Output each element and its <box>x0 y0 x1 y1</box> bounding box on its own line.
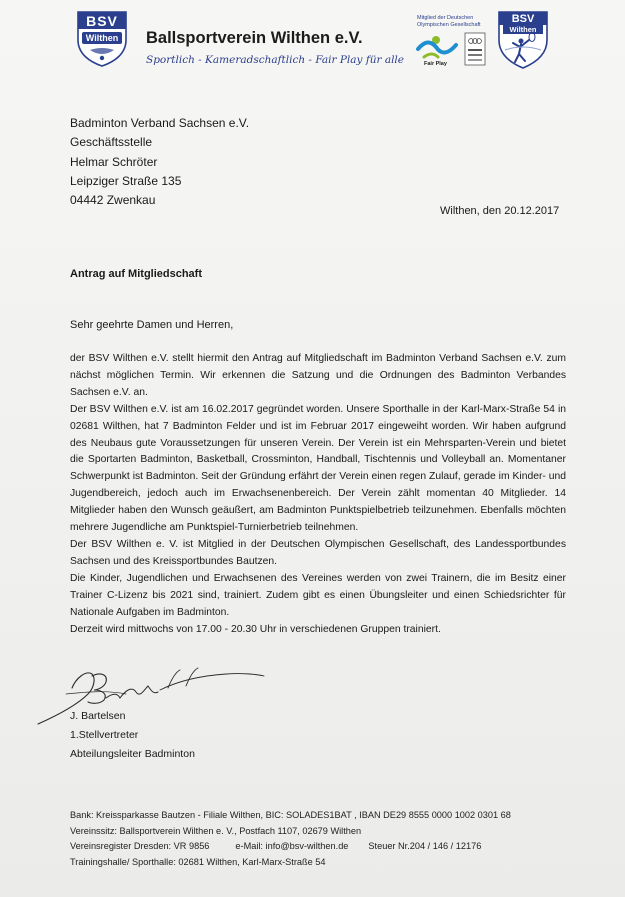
club-logo-left <box>76 10 128 68</box>
letter-subject: Antrag auf Mitgliedschaft <box>70 268 203 280</box>
recipient-line: Geschäftsstelle <box>70 135 153 150</box>
dosb-membership-mark <box>414 15 492 73</box>
recipient-address <box>70 114 249 210</box>
letter-date: Wilthen, den 20.12.2017 <box>440 205 560 217</box>
dosb-membership-text: Mitglied der Deutschen Olympischen Gesellschaft <box>417 15 481 28</box>
footer-seat: Vereinssitz: Ballsportverein Wilthen e. V., Postfach 1107, 02679 Wilthen <box>70 825 362 836</box>
salutation: Sehr geehrte Damen und Herren, <box>70 319 234 331</box>
signer-role: 1.Stellvertreter <box>70 729 139 741</box>
footer-register: Vereinsregister Dresden: VR 9856 <box>70 841 210 852</box>
logo-left-bsv: BSV <box>86 13 118 29</box>
club-logo-right <box>497 10 549 70</box>
letter-footer <box>70 808 511 870</box>
recipient-line: 04442 Zwenkau <box>70 193 156 208</box>
footer-tax: Steuer Nr.204 / 146 / 12176 <box>368 841 482 852</box>
logo-right-wilthen: Wilthen <box>509 25 537 34</box>
recipient-line: Helmar Schröter <box>70 154 158 169</box>
logo-right-bsv: BSV <box>511 13 535 25</box>
footer-bank: Bank: Kreissparkasse Bautzen - Filiale Wilthen, BIC: SOLADES1BAT , IBAN DE29 8555 0000 1002 0301 68 <box>70 810 511 820</box>
olympic-seal-icon <box>464 32 486 66</box>
footer-email: e-Mail: info@bsv-wilthen.de <box>235 841 349 852</box>
footer-register-row <box>70 839 511 855</box>
body-paragraph: Derzeit wird mittwochs von 17.00 - 20.30 Uhr in verschiedenen Gruppen trainiert. <box>70 623 441 635</box>
recipient-line: Leipziger Straße 135 <box>70 173 182 188</box>
letter-body <box>70 351 566 638</box>
signature-block <box>70 707 195 764</box>
footer-hall: Trainingshalle/ Sporthalle: 02681 Wilthen, Karl-Marx-Straße 54 <box>70 856 326 867</box>
signer-department: Abteilungsleiter Badminton <box>70 748 195 760</box>
body-paragraph: Die Kinder, Jugendlichen und Erwachsenen des Vereines werden von zwei Trainern, die im Besitz einer Trainer C-Lizenz bis 2021 sind, trainiert. Zudem gibt es einen Übungsleiter und einen Schiedsrichter für Nationale Aufgaben im Badminton. <box>70 572 566 618</box>
fair-play-label: Fair Play <box>424 61 447 67</box>
recipient-line: Badminton Verband Sachsen e.V. <box>70 116 250 130</box>
body-paragraph: Der BSV Wilthen e. V. ist Mitglied in der Deutschen Olympischen Gesellschaft, des Landessportbundes Sachsen und des Kreissportbundes Bautzen. <box>70 538 566 567</box>
club-motto: Sportlich - Kameradschaftlich - Fair Play für alle <box>146 54 405 66</box>
body-paragraph: Der BSV Wilthen e.V. ist am 16.02.2017 gegründet worden. Unsere Sporthalle in der Karl-Marx-Straße 54 in 02681 Wilthen, hat 7 Badminton Felder und ist im Februar 2017 eingeweiht worden. Wir haben aufgrund des Neubaus gute Voraussetzungen für unseren Verein. Der Verein ist ein Mehrsparten-Verein und bietet die Sportarten Badminton, Basketball, Crossminton, Handball, Tischtennis und Volleyball an. Momentaner Schwerpunkt ist Badminton. Seit der Gründung erfährt der Verein einen regen Zulauf, gerade im Kinder- und Jugendbereich, jedoch auch im Erwachsenenbereich. Der Verein zählt momentan 40 Mitglieder. 14 Mitglieder haben den Wunsch geäußert, am Badminton Punktspielbetrieb teilzunehmen. Ebenfalls möchten mehrere Jugendliche am Punktspiel-Turnierbetrieb teilnehmen. <box>70 403 566 534</box>
logo-left-wilthen: Wilthen <box>85 33 119 43</box>
signer-name: J. Bartelsen <box>70 710 126 722</box>
body-paragraph: der BSV Wilthen e.V. stellt hiermit den Antrag auf Mitgliedschaft im Badminton Verband Sachsen e.V. zum nächst möglichen Termin. Wir erkennen die Satzung und die Ordnungen des Badminton Verbandes Sachsen e.V. an. <box>70 353 566 398</box>
club-name: Ballsportverein Wilthen e.V. <box>146 29 363 47</box>
